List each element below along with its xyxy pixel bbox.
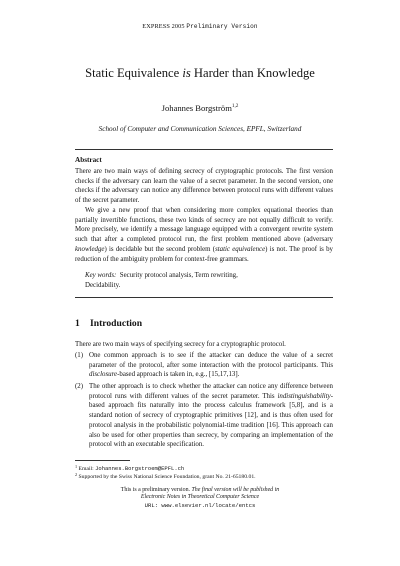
preliminary-url: URL: www.elsevier.nl/locate/entcs (144, 501, 256, 509)
abstract-paragraph-2 (75, 206, 333, 264)
list-1-emph: disclosure (89, 371, 118, 379)
footnote-1-email: Johannes.Borgstroem@EPFL.ch (95, 465, 185, 472)
preliminary-line-1 (0, 487, 400, 494)
abstract-bottom-rule (75, 297, 333, 298)
author-footnote-marks: 1,2 (231, 103, 239, 109)
title-part-1: Static Equivalence (85, 66, 183, 80)
list-2-text-c: -based approach fits naturally into the process calculus framework [5,8], and is a standard notion of secrecy of cryptographic primitives [12], and is thus often used for protocol analysis in the probabilistic polynomial-time tradition [16]. This approach can also be used for other properties than secrecy, by comparing an implementation of the protocol with an executable specification. (89, 392, 333, 449)
footnote-1-mark: 1 (75, 464, 78, 469)
list-item-2 (75, 382, 333, 450)
footnote-rule (75, 460, 130, 461)
abstract-p2-emph-knowledge: knowledge (75, 245, 105, 253)
list-marker-2: (2) (75, 383, 84, 390)
section-number: 1 (75, 318, 80, 329)
affiliation: School of Computer and Communication Sciences, EPFL, Switzerland (98, 125, 302, 133)
footnote-1-label: Email: (78, 466, 96, 472)
preliminary-line-2 (0, 494, 400, 501)
preliminary-text-b: The final version will be published in (191, 487, 280, 493)
intro-paragraph: There are two main ways of specifying secrecy for a cryptographic protocol. (75, 341, 286, 348)
paper-title (0, 66, 400, 81)
footnote-2-mark: 2 (75, 472, 78, 477)
author-name: Johannes Borgström (161, 103, 232, 113)
footnote-2 (75, 471, 333, 482)
list-2-text-a: The other approach is to check whether the attacker can notice any difference between protocol runs with different values of the secret parameter. This (89, 383, 333, 400)
list-item-1 (75, 351, 333, 380)
abstract-heading: Abstract (75, 156, 102, 164)
abstract-p2-emph-static-equivalence: static equivalence (215, 245, 266, 253)
abstract-p2-text-c: ) is decidable but the second problem ( (104, 245, 216, 253)
running-header (0, 23, 400, 30)
keywords-line-1 (85, 271, 331, 281)
keywords-label: Key words: (85, 272, 117, 279)
preliminary-journal: Electronic Notes in Theoretical Computer Science (140, 494, 260, 501)
abstract-top-rule (75, 149, 333, 150)
keywords-list-1: Security protocol analysis, Term rewriting, (119, 272, 238, 279)
section-heading (75, 318, 142, 329)
preliminary-text-a: This is a preliminary version. (120, 487, 192, 493)
title-part-2: Harder than Knowledge (190, 66, 315, 80)
list-marker-1: (1) (75, 352, 84, 359)
abstract-p2-text-e: ) is not. The proof is by reduction of the ambiguity problem for context-free grammars. (75, 245, 333, 263)
author-line (0, 103, 400, 113)
list-2-emph: indistinguishability (277, 392, 331, 400)
footnote-2-text: Supported by the Swiss National Science Foundation, grant No. 21-65180.01. (78, 474, 256, 480)
keywords (85, 271, 331, 290)
keywords-line-2: Decidability. (85, 281, 121, 289)
abstract-p2-text-a: We give a new proof that when considering more complex equational theories than partially invertible functions, these two kinds of secrecy are not equally difficult to verify. More precisely, we identify a message language equipped with a convergent rewrite system such that after a completed protocol run, the first problem mentioned above (adversary (75, 207, 333, 244)
list-item-1-body (89, 351, 333, 380)
list-1-text-a: One common approach is to see if the attacker can deduce the value of a secret parameter of the protocol, after some interaction with the protocol participants. This (89, 352, 333, 369)
header-version: Preliminary Version (186, 23, 258, 30)
list-1-text-c: -based approach is taken in, e.g., [15,17,13]. (117, 371, 240, 379)
preliminary-notice (0, 487, 400, 509)
section-title: Introduction (90, 318, 143, 329)
abstract-paragraph-1: There are two main ways of defining secrecy of cryptographic protocols. The first version checks if the adversary can learn the value of a secret parameter. In the second version, one checks if the adversary can notice any difference between protocol runs with different values of the secret parameter. (75, 168, 333, 205)
header-conference: EXPRESS 2005 (142, 23, 185, 30)
list-item-2-body (89, 382, 333, 450)
title-emphasis: is (182, 66, 191, 80)
